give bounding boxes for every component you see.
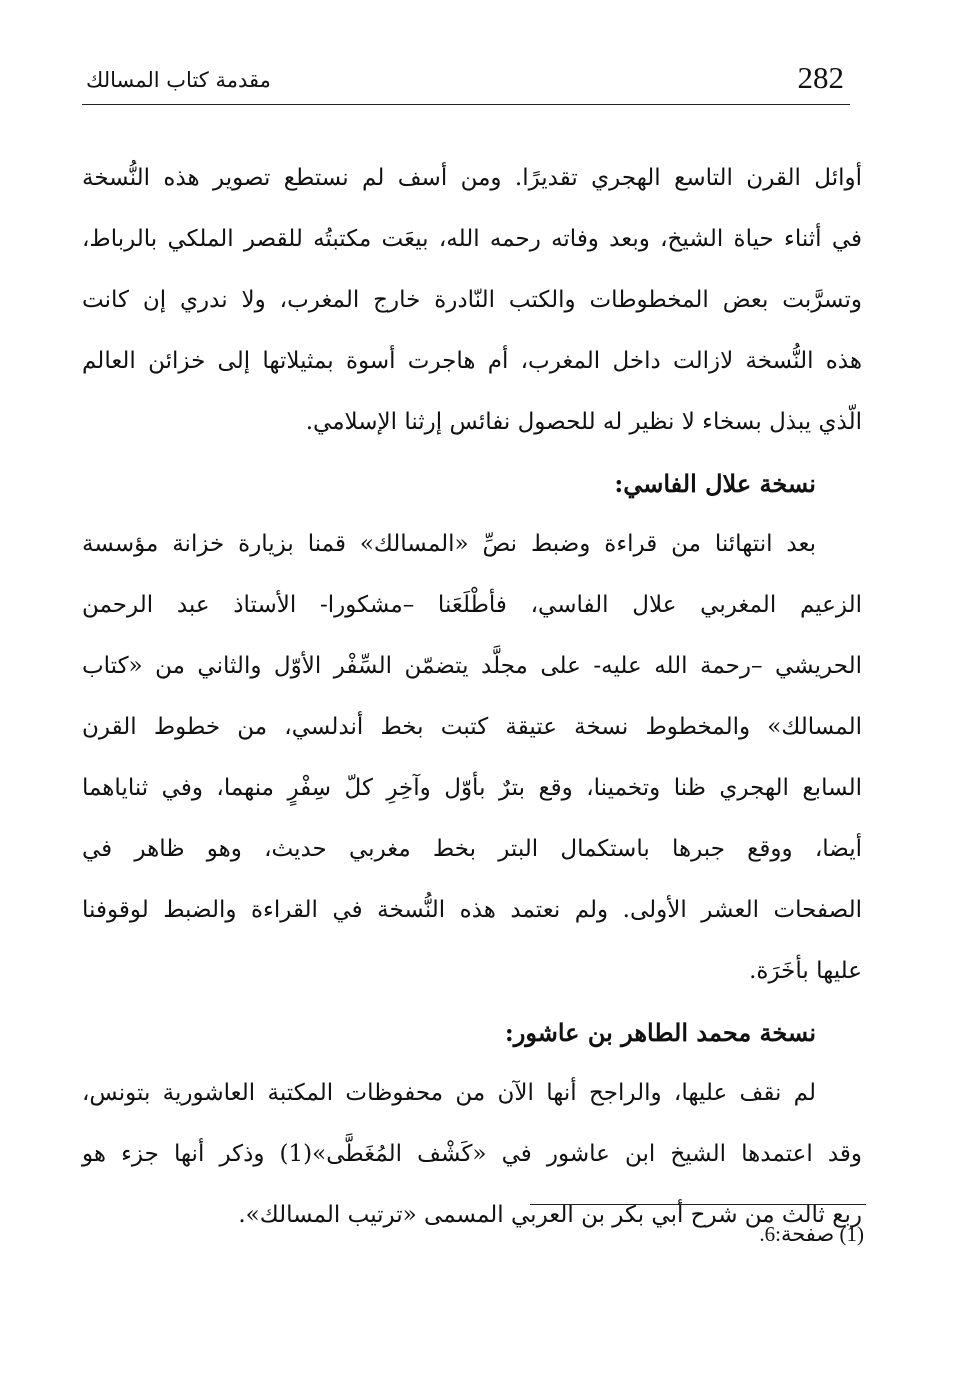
text-line: الزعيم المغربي علال الفاسي، فأطْلَعَنا –مشكورا- الأستاذ عبد الرحمن <box>82 592 862 618</box>
page-header <box>82 60 850 100</box>
text-line: ربع ثالث من شرح أبي بكر بن العربي المسمى «ترتيب المسالك». <box>238 1202 862 1228</box>
text-line: وتسرَّبت بعض المخطوطات والكتب النّادرة خارج المغرب، ولا ندري إن كانت <box>82 287 862 313</box>
header-rule <box>82 104 850 105</box>
running-title: مقدمة كتاب المسالك <box>86 68 271 92</box>
section-heading-ibn-ashur: نسخة محمد الطاهر بن عاشور: <box>504 1018 816 1047</box>
text-line: لم نقف عليها، والراجح أنها الآن من محفوظات المكتبة العاشورية بتونس، <box>82 1080 816 1106</box>
text-line: الصفحات العشر الأولى. ولم نعتمد هذه النُّسخة في القراءة والضبط لوقوفنا <box>82 897 862 923</box>
main-text <box>82 148 862 1246</box>
text-line: الّذي يبذل بسخاء لا نظير له للحصول نفائس إرثنا الإسلامي. <box>305 409 862 435</box>
footnote <box>82 1216 864 1252</box>
text-line: في أثناء حياة الشيخ، وبعد وفاته رحمه الله، بيعَت مكتبتُه للقصر الملكي بالرباط، <box>82 226 862 252</box>
page-number: 282 <box>797 60 844 95</box>
section-heading-allal-al-fassi: نسخة علال الفاسي: <box>614 469 816 498</box>
text-line: أوائل القرن التاسع الهجري تقديرًا. ومن أسف لم نستطع تصوير هذه النُّسخة <box>82 165 862 191</box>
text-line: عليها بأخَرَة. <box>749 958 862 984</box>
footnote-rule <box>530 1204 866 1205</box>
text-line: المسالك» والمخطوط نسخة عتيقة كتبت بخط أندلسي، من خطوط القرن <box>82 714 862 740</box>
text-line: وقد اعتمدها الشيخ ابن عاشور في «كَشْف المُغَطَّى»(1) وذكر أنها جزء هو <box>82 1141 862 1167</box>
footnote-text: (1) صفحة:6. <box>759 1222 864 1246</box>
text-line: أيضا، ووقع جبرها باستكمال البتر بخط مغربي حديث، وهو ظاهر في <box>82 836 862 862</box>
text-line: بعد انتهائنا من قراءة وضبط نصِّ «المسالك» قمنا بزيارة خزانة مؤسسة <box>82 531 816 557</box>
text-line: الحريشي –رحمة الله عليه- على مجلَّد يتضمّن السِّفْر الأوّل والثاني من «كتاب <box>82 653 862 679</box>
text-line: هذه النُّسخة لازالت داخل المغرب، أم هاجرت أسوة بمثيلاتها إلى خزائن العالم <box>82 348 862 374</box>
text-line: السابع الهجري ظنا وتخمينا، وقع بترٌ بأوّل وآخِرِ كلّ سِفْرٍ منهما، وفي ثناياهما <box>82 775 862 801</box>
